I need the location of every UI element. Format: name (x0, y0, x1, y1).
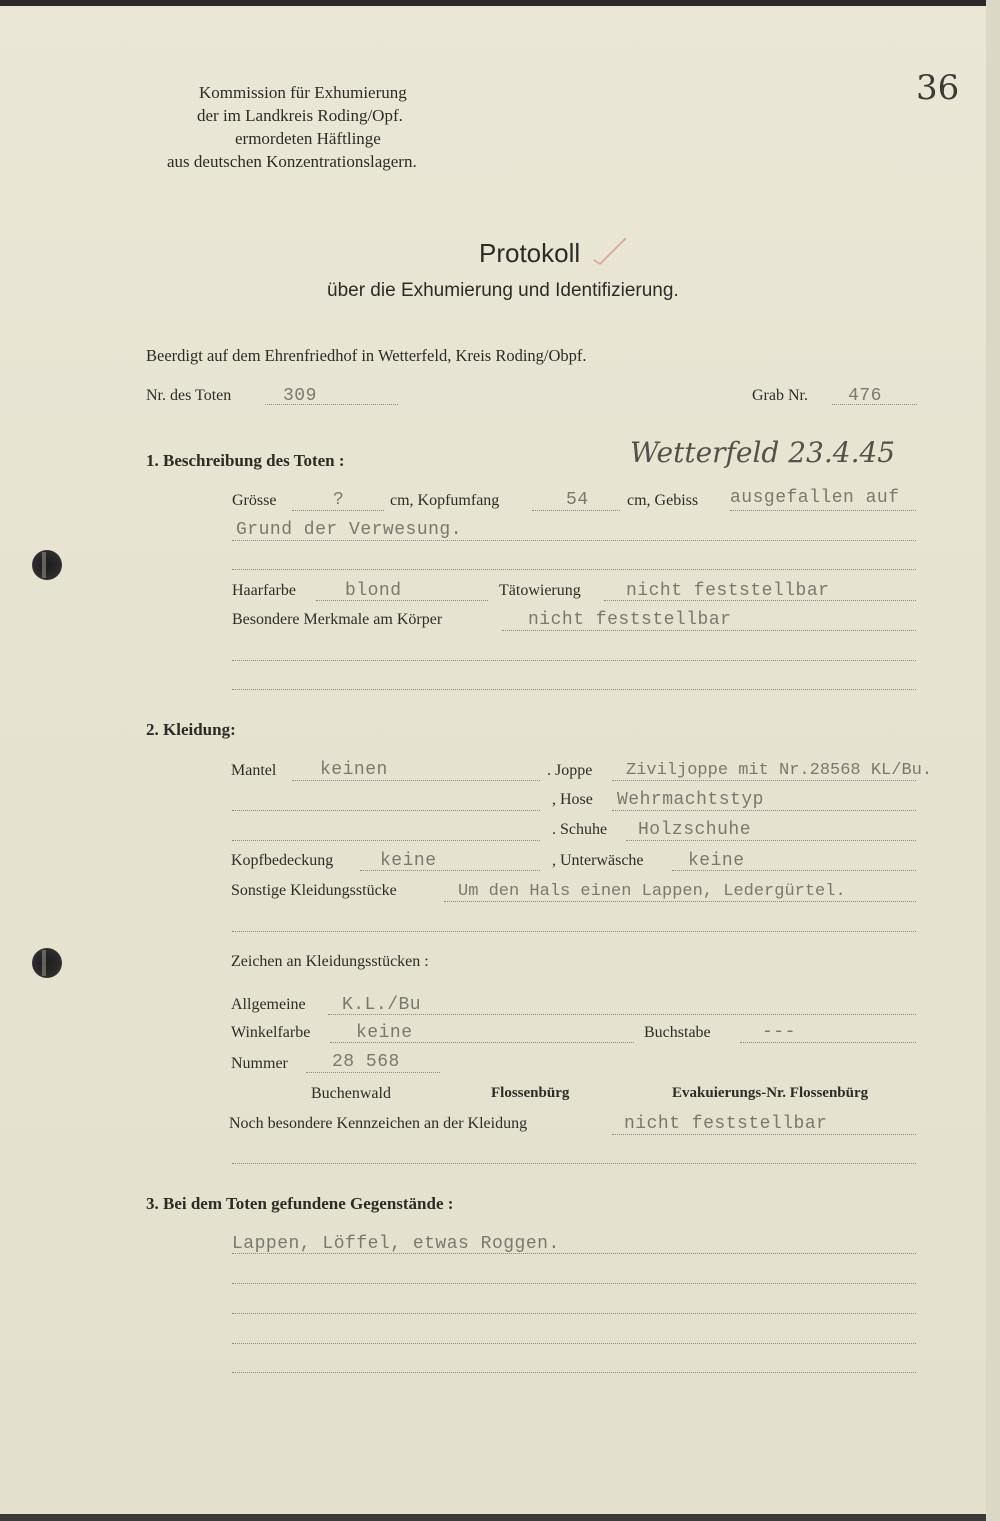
nummer-label: Nummer (231, 1055, 288, 1072)
grab-label: Grab Nr. (752, 387, 808, 404)
buchstabe-line (740, 1042, 916, 1043)
joppe-value: Ziviljoppe mit Nr.28568 KL/Bu. (626, 761, 933, 780)
groesse-label: Grösse (232, 492, 277, 509)
zeichen-heading: Zeichen an Kleidungsstücken : (231, 953, 429, 970)
kopfumfang-value: 54 (566, 490, 589, 510)
commission-line-1: Kommission für Exhumierung (199, 83, 407, 102)
nummer-value: 28 568 (332, 1052, 400, 1072)
document-subtitle: über die Exhumierung und Identifizierung. (327, 280, 679, 301)
burial-place: Beerdigt auf dem Ehrenfriedhof in Wetterfeld, Kreis Roding/Obpf. (146, 346, 587, 365)
document-title: Protokoll (479, 238, 581, 268)
punch-hole-upper (32, 550, 62, 580)
blank-line-7 (232, 1163, 916, 1164)
commission-line-2: der im Landkreis Roding/Opf. (197, 106, 403, 125)
commission-line-4: aus deutschen Konzentrationslagern. (167, 152, 417, 171)
hose-label: , Hose (552, 791, 593, 808)
noch-label: Noch besondere Kennzeichen an der Kleidung (229, 1115, 528, 1132)
blank-line-8 (232, 1283, 916, 1284)
page-number: 36 (916, 68, 960, 108)
scan-border-right (986, 0, 1000, 1521)
winkelfarbe-label: Winkelfarbe (231, 1024, 311, 1041)
blank-line-4 (232, 810, 540, 811)
nr-value: 309 (283, 386, 317, 406)
gebiss-label: cm, Gebiss (627, 492, 699, 509)
buchstabe-label: Buchstabe (644, 1024, 711, 1041)
schuhe-label: . Schuhe (552, 821, 608, 838)
winkelfarbe-value: keine (356, 1023, 413, 1043)
unterwaesche-label: , Unterwäsche (552, 852, 644, 869)
merkmale-line (502, 630, 916, 631)
haarfarbe-label: Haarfarbe (232, 582, 296, 599)
handwritten-note: Wetterfeld 23.4.45 (630, 436, 896, 469)
sonstige-line (444, 901, 916, 902)
mantel-line (292, 780, 540, 781)
haarfarbe-line (316, 600, 488, 601)
blank-line-11 (232, 1372, 916, 1373)
allgemeine-label: Allgemeine (231, 996, 306, 1013)
groesse-line (292, 510, 384, 511)
blank-line-3 (232, 689, 916, 690)
kopfumfang-line (532, 510, 620, 511)
noch-line (612, 1134, 916, 1135)
nr-label: Nr. des Toten (146, 387, 232, 404)
grab-value: 476 (848, 386, 882, 406)
scan-border-bottom (0, 1514, 1000, 1521)
mantel-label: Mantel (231, 762, 277, 779)
mantel-value: keinen (320, 760, 388, 780)
sonstige-label: Sonstige Kleidungsstücke (231, 882, 397, 899)
blank-line-10 (232, 1343, 916, 1344)
blank-line-5 (232, 840, 540, 841)
haarfarbe-value: blond (345, 581, 402, 601)
items-value: Lappen, Löffel, etwas Roggen. (232, 1234, 560, 1254)
joppe-line (612, 780, 916, 781)
section-2-heading: 2. Kleidung: (146, 720, 236, 739)
blank-line-9 (232, 1313, 916, 1314)
punch-hole-lower (32, 948, 62, 978)
section-1-heading: 1. Beschreibung des Toten : (146, 451, 345, 470)
kopfbedeckung-label: Kopfbedeckung (231, 852, 334, 869)
blank-line-6 (232, 931, 916, 932)
sonstige-value: Um den Hals einen Lappen, Ledergürtel. (458, 882, 846, 901)
unterwaesche-value: keine (688, 851, 745, 871)
commission-line-3: ermordeten Häftlinge (235, 129, 381, 148)
gebiss-continuation: Grund der Verwesung. (236, 520, 463, 540)
hose-value: Wehrmachtstyp (617, 790, 764, 810)
check-mark-icon (590, 234, 630, 266)
blank-line-1 (232, 569, 916, 570)
merkmale-label: Besondere Merkmale am Körper (232, 611, 443, 628)
camp-buchenwald: Buchenwald (311, 1085, 391, 1102)
schuhe-line (626, 840, 916, 841)
schuhe-value: Holzschuhe (638, 820, 752, 840)
buchstabe-value: --- (762, 1022, 796, 1042)
blank-line-2 (232, 660, 916, 661)
gebiss-value: ausgefallen auf (730, 488, 900, 508)
camp-evakuierung: Evakuierungs-Nr. Flossenbürg (672, 1085, 869, 1101)
merkmale-value: nicht feststellbar (528, 610, 732, 630)
taetowierung-label: Tätowierung (499, 582, 581, 599)
groesse-value: ? (333, 490, 345, 510)
taetowierung-value: nicht feststellbar (626, 581, 830, 601)
kopfbedeckung-value: keine (380, 851, 437, 871)
scan-border-top (0, 0, 1000, 6)
joppe-label: . Joppe (547, 762, 593, 779)
allgemeine-value: K.L./Bu (342, 995, 422, 1015)
noch-value: nicht feststellbar (624, 1114, 828, 1134)
gebiss-line-2 (232, 540, 916, 541)
camp-flossenbuerg: Flossenbürg (491, 1085, 570, 1101)
nummer-line (306, 1072, 440, 1073)
hose-line (612, 810, 916, 811)
section-3-heading: 3. Bei dem Toten gefundene Gegenstände : (146, 1194, 454, 1213)
kopfumfang-label: cm, Kopfumfang (390, 492, 500, 509)
gebiss-line (730, 510, 916, 511)
